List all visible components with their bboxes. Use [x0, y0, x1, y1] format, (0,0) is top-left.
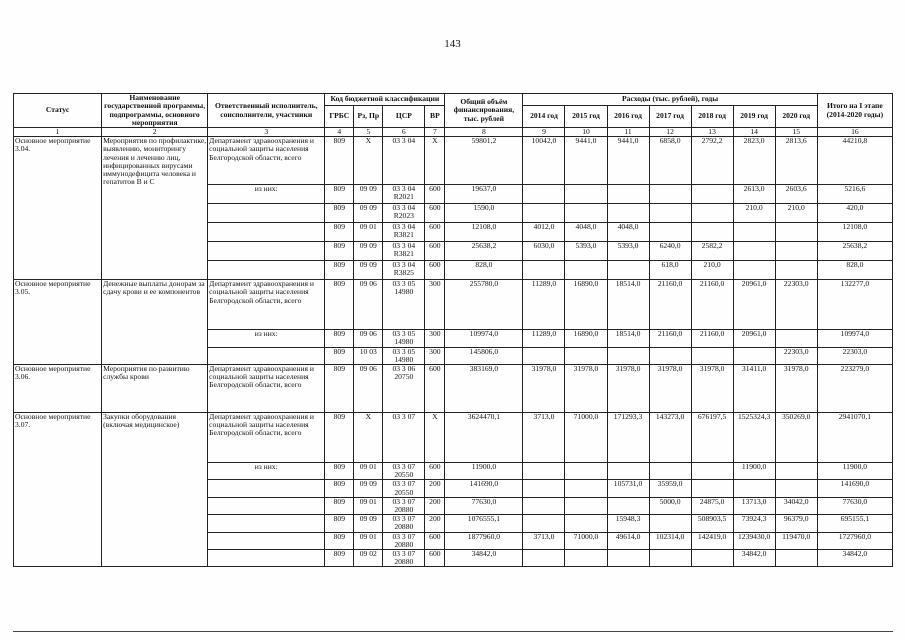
year-value-cell — [691, 204, 733, 223]
column-index: 3 — [208, 128, 325, 137]
total-cell: 19637,0 — [445, 185, 523, 204]
year-value-cell — [649, 550, 691, 567]
responsible-cell: Департамент здравоохранения и социальной защиты населения Белгородской области, всего — [208, 365, 325, 413]
responsible-cell: Департамент здравоохранения и социальной защиты населения Белгородской области, всего — [208, 413, 325, 463]
year-value-cell — [649, 463, 691, 480]
year-value-cell — [607, 185, 649, 204]
year-value-cell: 21160,0 — [691, 280, 733, 330]
itogo-cell: 25638,2 — [817, 242, 892, 261]
year-value-cell: 5393,0 — [607, 242, 649, 261]
year-value-cell — [733, 223, 775, 242]
year-value-cell: 34842,0 — [733, 550, 775, 567]
total-cell: 383169,0 — [445, 365, 523, 413]
rzpr-cell: 09 09 — [354, 204, 383, 223]
rzpr-cell: 09 01 — [354, 223, 383, 242]
vr-cell: 300 — [425, 347, 445, 364]
year-value-cell — [565, 185, 607, 204]
column-index: 14 — [733, 128, 775, 137]
year-value-cell: 2582,2 — [691, 242, 733, 261]
vr-cell: Х — [425, 137, 445, 185]
year-value-cell: 15948,3 — [607, 515, 649, 532]
year-value-cell — [775, 242, 817, 261]
year-value-cell: 24875,0 — [691, 497, 733, 514]
year-value-cell — [607, 347, 649, 364]
year-value-cell: 22303,0 — [775, 280, 817, 330]
column-index: 9 — [523, 128, 565, 137]
vr-cell: 600 — [425, 532, 445, 549]
vr-cell: 200 — [425, 480, 445, 497]
year-value-cell — [523, 261, 565, 280]
csr-cell: 03 3 04 R3825 — [383, 261, 425, 280]
year-value-cell: 102314,0 — [649, 532, 691, 549]
year-value-cell: 11289,0 — [523, 280, 565, 330]
header-csr: ЦСР — [383, 106, 425, 128]
header-year: 2016 год — [607, 106, 649, 128]
year-value-cell: 4048,0 — [607, 223, 649, 242]
year-value-cell — [649, 185, 691, 204]
status-cell: Основное мероприятие 3.07. — [14, 413, 102, 567]
grbs-cell: 809 — [325, 480, 354, 497]
header-year: 2020 год — [775, 106, 817, 128]
header-status: Статус — [14, 94, 102, 128]
column-index: 4 — [325, 128, 354, 137]
year-value-cell — [607, 550, 649, 567]
year-value-cell — [607, 497, 649, 514]
year-value-cell: 2792,2 — [691, 137, 733, 185]
year-value-cell — [691, 185, 733, 204]
header-itogo: Итого на I этапе (2014-2020 годы) — [817, 94, 892, 128]
year-value-cell: 21160,0 — [691, 330, 733, 347]
total-cell: 25638,2 — [445, 242, 523, 261]
column-index: 7 — [425, 128, 445, 137]
vr-cell: 600 — [425, 261, 445, 280]
vr-cell: 300 — [425, 280, 445, 330]
total-cell: 11900,0 — [445, 463, 523, 480]
csr-cell: 03 3 04 R3821 — [383, 242, 425, 261]
year-value-cell: 31978,0 — [775, 365, 817, 413]
year-value-cell — [733, 242, 775, 261]
csr-cell: 03 3 06 20750 — [383, 365, 425, 413]
bottom-rule — [13, 631, 893, 632]
grbs-cell: 809 — [325, 497, 354, 514]
vr-cell: 600 — [425, 223, 445, 242]
itogo-cell: 44210,8 — [817, 137, 892, 185]
year-value-cell: 34042,0 — [775, 497, 817, 514]
year-value-cell: 210,0 — [775, 204, 817, 223]
year-value-cell — [691, 550, 733, 567]
csr-cell: 03 3 04 R3821 — [383, 223, 425, 242]
name-cell: Мероприятия по развитию службы крови — [102, 365, 208, 413]
status-cell: Основное мероприятие 3.06. — [14, 365, 102, 413]
year-value-cell — [733, 261, 775, 280]
rzpr-cell: 09 06 — [354, 330, 383, 347]
rzpr-cell: 09 09 — [354, 242, 383, 261]
year-value-cell — [565, 261, 607, 280]
header-year: 2014 год — [523, 106, 565, 128]
column-index: 13 — [691, 128, 733, 137]
year-value-cell: 2613,0 — [733, 185, 775, 204]
itogo-cell: 11900,0 — [817, 463, 892, 480]
rzpr-cell: 09 01 — [354, 463, 383, 480]
vr-cell: 600 — [425, 365, 445, 413]
total-cell: 255780,0 — [445, 280, 523, 330]
grbs-cell: 809 — [325, 242, 354, 261]
column-index: 8 — [445, 128, 523, 137]
year-value-cell — [691, 463, 733, 480]
table-row — [14, 365, 893, 413]
year-value-cell — [565, 497, 607, 514]
itogo-cell: 223279,0 — [817, 365, 892, 413]
total-cell: 34842,0 — [445, 550, 523, 567]
year-value-cell: 6240,0 — [649, 242, 691, 261]
year-value-cell: 22303,0 — [775, 347, 817, 364]
header-expenses: Расходы (тыс. рублей), годы — [523, 94, 817, 106]
rzpr-cell: 09 06 — [354, 280, 383, 330]
total-cell: 3624470,1 — [445, 413, 523, 463]
year-value-cell: 6858,0 — [649, 137, 691, 185]
total-cell: 1590,0 — [445, 204, 523, 223]
year-value-cell: 10042,0 — [523, 137, 565, 185]
year-value-cell — [565, 347, 607, 364]
year-value-cell: 210,0 — [733, 204, 775, 223]
year-value-cell: 2813,6 — [775, 137, 817, 185]
year-value-cell: 31978,0 — [649, 365, 691, 413]
itogo-cell: 109974,0 — [817, 330, 892, 347]
status-cell: Основное мероприятие 3.05. — [14, 280, 102, 365]
year-value-cell — [523, 347, 565, 364]
year-value-cell: 618,0 — [649, 261, 691, 280]
page-number: 143 — [444, 38, 461, 50]
header-year: 2019 год — [733, 106, 775, 128]
year-value-cell — [649, 223, 691, 242]
year-value-cell — [691, 347, 733, 364]
year-value-cell: 119470,0 — [775, 532, 817, 549]
year-value-cell — [691, 480, 733, 497]
responsible-cell: из них: — [208, 463, 325, 480]
vr-cell: 600 — [425, 242, 445, 261]
csr-cell: 03 3 04 R2023 — [383, 204, 425, 223]
column-index: 6 — [383, 128, 425, 137]
grbs-cell: 809 — [325, 463, 354, 480]
year-value-cell: 21160,0 — [649, 330, 691, 347]
year-value-cell — [691, 223, 733, 242]
year-value-cell: 105731,0 — [607, 480, 649, 497]
header-year: 2017 год — [649, 106, 691, 128]
year-value-cell: 9441,0 — [607, 137, 649, 185]
table-row — [14, 413, 893, 463]
responsible-cell — [208, 515, 325, 532]
year-value-cell: 210,0 — [691, 261, 733, 280]
header-grbs: ГРБС — [325, 106, 354, 128]
year-value-cell: 31411,0 — [733, 365, 775, 413]
rzpr-cell: 09 09 — [354, 480, 383, 497]
grbs-cell: 809 — [325, 550, 354, 567]
year-value-cell — [649, 515, 691, 532]
header-name: Наименование государственной программы, подпрограммы, основного мероприятия — [102, 94, 208, 128]
year-value-cell: 20961,0 — [733, 330, 775, 347]
year-value-cell: 2823,0 — [733, 137, 775, 185]
itogo-cell: 22303,0 — [817, 347, 892, 364]
year-value-cell: 31978,0 — [565, 365, 607, 413]
grbs-cell: 809 — [325, 204, 354, 223]
year-value-cell: 73924,3 — [733, 515, 775, 532]
year-value-cell — [607, 204, 649, 223]
year-value-cell — [523, 204, 565, 223]
responsible-cell — [208, 242, 325, 261]
name-cell: Закупки оборудования (включая медицинское) — [102, 413, 208, 567]
year-value-cell: 6030,0 — [523, 242, 565, 261]
year-value-cell: 676197,5 — [691, 413, 733, 463]
rzpr-cell: 10 03 — [354, 347, 383, 364]
grbs-cell: 809 — [325, 347, 354, 364]
year-value-cell — [775, 550, 817, 567]
rzpr-cell: 09 01 — [354, 532, 383, 549]
grbs-cell: 809 — [325, 137, 354, 185]
year-value-cell: 11289,0 — [523, 330, 565, 347]
grbs-cell: 809 — [325, 185, 354, 204]
vr-cell: 600 — [425, 463, 445, 480]
total-cell: 12108,0 — [445, 223, 523, 242]
year-value-cell: 11900,0 — [733, 463, 775, 480]
itogo-cell: 132277,0 — [817, 280, 892, 330]
year-value-cell — [565, 204, 607, 223]
itogo-cell: 5216,6 — [817, 185, 892, 204]
responsible-cell — [208, 480, 325, 497]
year-value-cell — [733, 480, 775, 497]
year-value-cell — [775, 223, 817, 242]
vr-cell: 200 — [425, 497, 445, 514]
responsible-cell: Департамент здравоохранения и социальной защиты населения Белгородской области, всего — [208, 137, 325, 185]
year-value-cell: 9441,0 — [565, 137, 607, 185]
total-cell: 1877960,0 — [445, 532, 523, 549]
itogo-cell: 695155,1 — [817, 515, 892, 532]
table-body — [14, 137, 893, 567]
year-value-cell: 3713,0 — [523, 413, 565, 463]
name-cell: Мероприятия по профилактике, выявлению, мониторингу лечения и лечению лиц, инфицированных вирусами иммунодефицита человека и гепатитов В и С — [102, 137, 208, 280]
year-value-cell — [523, 550, 565, 567]
year-value-cell: 18514,0 — [607, 330, 649, 347]
header-responsible: Ответственный исполнитель, соисполнители, участники — [208, 94, 325, 128]
year-value-cell: 350269,0 — [775, 413, 817, 463]
vr-cell: 600 — [425, 550, 445, 567]
column-index: 16 — [817, 128, 892, 137]
year-value-cell — [523, 185, 565, 204]
year-value-cell: 142419,0 — [691, 532, 733, 549]
table-row — [14, 280, 893, 330]
column-index: 10 — [565, 128, 607, 137]
column-index: 2 — [102, 128, 208, 137]
year-value-cell: 2603,6 — [775, 185, 817, 204]
table-row — [14, 137, 893, 185]
csr-cell: 03 3 04 — [383, 137, 425, 185]
year-value-cell: 1525324,3 — [733, 413, 775, 463]
header-row-1 — [14, 94, 893, 106]
year-value-cell: 16890,0 — [565, 330, 607, 347]
year-value-cell — [565, 550, 607, 567]
year-value-cell: 71000,0 — [565, 532, 607, 549]
responsible-cell: из них: — [208, 185, 325, 204]
csr-cell: 03 3 07 20550 — [383, 480, 425, 497]
name-cell: Денежные выплаты донорам за сдачу крови и ее компонентов — [102, 280, 208, 365]
csr-cell: 03 3 07 20550 — [383, 463, 425, 480]
itogo-cell: 1727960,0 — [817, 532, 892, 549]
responsible-cell — [208, 347, 325, 364]
responsible-cell — [208, 261, 325, 280]
year-value-cell: 16890,0 — [565, 280, 607, 330]
status-cell: Основное мероприятие 3.04. — [14, 137, 102, 280]
itogo-cell: 12108,0 — [817, 223, 892, 242]
header-budget-code: Код бюджетной классификации — [325, 94, 445, 106]
csr-cell: 03 3 07 20880 — [383, 532, 425, 549]
vr-cell: 200 — [425, 515, 445, 532]
csr-cell: 03 3 05 14980 — [383, 280, 425, 330]
year-value-cell — [523, 497, 565, 514]
total-cell: 59801,2 — [445, 137, 523, 185]
year-value-cell — [733, 347, 775, 364]
total-cell: 828,0 — [445, 261, 523, 280]
year-value-cell: 171293,3 — [607, 413, 649, 463]
itogo-cell: 141690,0 — [817, 480, 892, 497]
year-value-cell: 1239430,0 — [733, 532, 775, 549]
csr-cell: 03 3 07 20880 — [383, 515, 425, 532]
rzpr-cell: 09 06 — [354, 365, 383, 413]
rzpr-cell: 09 09 — [354, 515, 383, 532]
year-value-cell — [607, 261, 649, 280]
grbs-cell: 809 — [325, 330, 354, 347]
year-value-cell: 35959,0 — [649, 480, 691, 497]
year-value-cell: 20961,0 — [733, 280, 775, 330]
year-value-cell: 508903,5 — [691, 515, 733, 532]
responsible-cell — [208, 532, 325, 549]
total-cell: 77630,0 — [445, 497, 523, 514]
year-value-cell: 31978,0 — [691, 365, 733, 413]
column-index: 12 — [649, 128, 691, 137]
year-value-cell — [649, 204, 691, 223]
rzpr-cell: 09 01 — [354, 497, 383, 514]
year-value-cell: 96379,0 — [775, 515, 817, 532]
grbs-cell: 809 — [325, 223, 354, 242]
total-cell: 1076555,1 — [445, 515, 523, 532]
header-year: 2015 год — [565, 106, 607, 128]
year-value-cell — [565, 480, 607, 497]
itogo-cell: 828,0 — [817, 261, 892, 280]
itogo-cell: 34842,0 — [817, 550, 892, 567]
column-index: 1 — [14, 128, 102, 137]
rzpr-cell: Х — [354, 137, 383, 185]
column-index: 15 — [775, 128, 817, 137]
grbs-cell: 809 — [325, 365, 354, 413]
csr-cell: 03 3 04 R2021 — [383, 185, 425, 204]
year-value-cell: 143273,0 — [649, 413, 691, 463]
itogo-cell: 77630,0 — [817, 497, 892, 514]
vr-cell: 600 — [425, 185, 445, 204]
column-index: 11 — [607, 128, 649, 137]
header-total-funding: Общий объём финансирования, тыс. рублей — [445, 94, 523, 128]
year-value-cell: 18514,0 — [607, 280, 649, 330]
csr-cell: 03 3 05 14980 — [383, 330, 425, 347]
rzpr-cell: 09 09 — [354, 185, 383, 204]
year-value-cell: 21160,0 — [649, 280, 691, 330]
budget-table — [13, 93, 893, 567]
year-value-cell: 31978,0 — [607, 365, 649, 413]
header-rzpr: Рз, Пр — [354, 106, 383, 128]
responsible-cell — [208, 223, 325, 242]
responsible-cell — [208, 204, 325, 223]
year-value-cell: 31978,0 — [523, 365, 565, 413]
responsible-cell — [208, 497, 325, 514]
total-cell: 145806,0 — [445, 347, 523, 364]
year-value-cell: 13713,0 — [733, 497, 775, 514]
year-value-cell — [649, 347, 691, 364]
year-value-cell — [775, 261, 817, 280]
responsible-cell: из них: — [208, 330, 325, 347]
grbs-cell: 809 — [325, 413, 354, 463]
column-index: 5 — [354, 128, 383, 137]
year-value-cell: 5000,0 — [649, 497, 691, 514]
header-year: 2018 год — [691, 106, 733, 128]
year-value-cell — [775, 480, 817, 497]
responsible-cell — [208, 550, 325, 567]
responsible-cell: Департамент здравоохранения и социальной защиты населения Белгородской области, всего — [208, 280, 325, 330]
vr-cell: 600 — [425, 204, 445, 223]
year-value-cell — [523, 515, 565, 532]
year-value-cell: 3713,0 — [523, 532, 565, 549]
year-value-cell — [565, 515, 607, 532]
year-value-cell — [523, 480, 565, 497]
year-value-cell — [775, 330, 817, 347]
vr-cell: 300 — [425, 330, 445, 347]
year-value-cell: 49614,0 — [607, 532, 649, 549]
csr-cell: 03 3 07 20880 — [383, 550, 425, 567]
year-value-cell — [775, 463, 817, 480]
itogo-cell: 420,0 — [817, 204, 892, 223]
grbs-cell: 809 — [325, 515, 354, 532]
vr-cell: Х — [425, 413, 445, 463]
csr-cell: 03 3 07 — [383, 413, 425, 463]
grbs-cell: 809 — [325, 532, 354, 549]
rzpr-cell: Х — [354, 413, 383, 463]
year-value-cell — [565, 463, 607, 480]
total-cell: 109974,0 — [445, 330, 523, 347]
total-cell: 141690,0 — [445, 480, 523, 497]
year-value-cell: 5393,0 — [565, 242, 607, 261]
header-vr: ВР — [425, 106, 445, 128]
year-value-cell: 4012,0 — [523, 223, 565, 242]
rzpr-cell: 09 02 — [354, 550, 383, 567]
grbs-cell: 809 — [325, 280, 354, 330]
year-value-cell: 71000,0 — [565, 413, 607, 463]
csr-cell: 03 3 07 20880 — [383, 497, 425, 514]
itogo-cell: 2941070,1 — [817, 413, 892, 463]
year-value-cell — [523, 463, 565, 480]
csr-cell: 03 3 05 14980 — [383, 347, 425, 364]
year-value-cell: 4048,0 — [565, 223, 607, 242]
column-index-row — [14, 128, 893, 137]
year-value-cell — [607, 463, 649, 480]
rzpr-cell: 09 09 — [354, 261, 383, 280]
grbs-cell: 809 — [325, 261, 354, 280]
